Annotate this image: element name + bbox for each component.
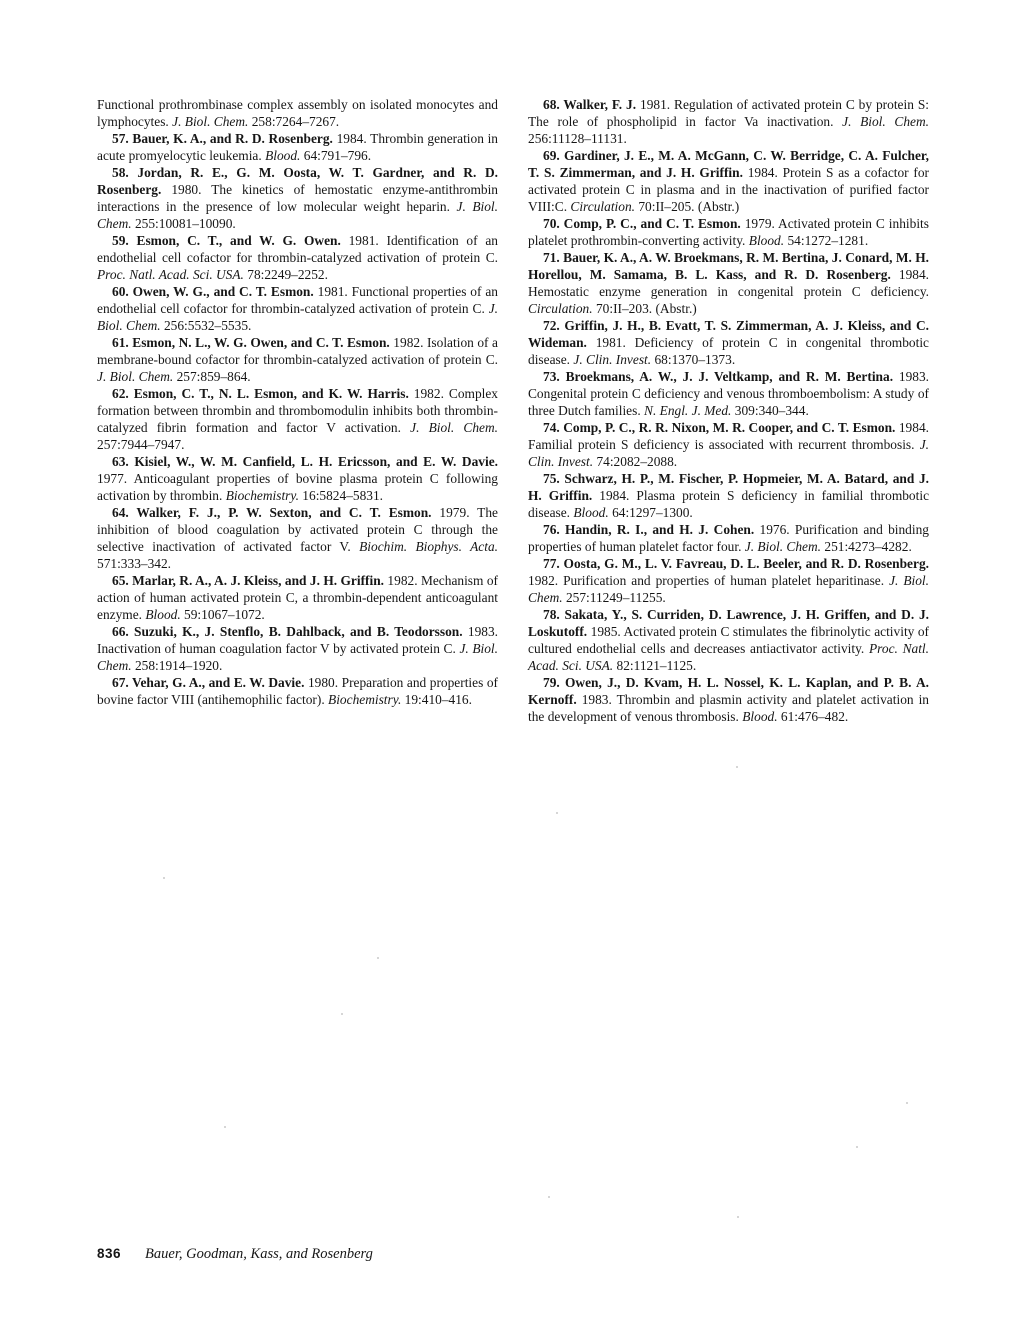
references-section: [97, 96, 930, 725]
scan-speck: [377, 957, 379, 959]
reference-entry: 77. Oosta, G. M., L. V. Favreau, D. L. Beeler, and R. D. Rosenberg. 1982. Purification and properties of human platelet heparitinase. J. Biol. Chem. 257:11249–11255.: [528, 556, 929, 605]
reference-entry: 68. Walker, F. J. 1981. Regulation of activated protein C by protein S: The role of phospholipid in factor Va inactivation. J. Biol. Chem. 256:11128–11131.: [528, 97, 929, 146]
reference-entry: 78. Sakata, Y., S. Curriden, D. Lawrence, J. H. Griffen, and D. J. Loskutoff. 1985. Activated protein C stimulates the fibrinolytic activity of cultured endothelial cells and decreases antiactivator activity. Proc. Natl. Acad. Sci. USA. 82:1121–1125.: [528, 607, 929, 673]
reference-entry: 61. Esmon, N. L., W. G. Owen, and C. T. Esmon. 1982. Isolation of a membrane-bound cofactor for thrombin-catalyzed activation of protein C. J. Biol. Chem. 257:859–864.: [97, 335, 498, 384]
scan-speck: [856, 1146, 858, 1148]
reference-entry: Functional prothrombinase complex assembly on isolated monocytes and lymphocytes. J. Biol. Chem. 258:7264–7267.: [97, 97, 498, 129]
scan-speck: [906, 1102, 908, 1104]
reference-entry: 66. Suzuki, K., J. Stenflo, B. Dahlback, and B. Teodorsson. 1983. Inactivation of human coagulation factor V by activated protein C. J. Biol. Chem. 258:1914–1920.: [97, 624, 499, 673]
scan-speck: [556, 812, 558, 814]
reference-entry: 74. Comp, P. C., R. R. Nixon, M. R. Cooper, and C. T. Esmon. 1984. Familial protein S deficiency is associated with recurrent thrombosis. J. Clin. Invest. 74:2082–2088.: [528, 420, 929, 469]
scan-speck: [737, 1216, 739, 1218]
reference-entry: 57. Bauer, K. A., and R. D. Rosenberg. 1984. Thrombin generation in acute promyelocytic leukemia. Blood. 64:791–796.: [97, 131, 498, 163]
reference-entry: 63. Kisiel, W., W. M. Canfield, L. H. Ericsson, and E. W. Davie. 1977. Anticoagulant properties of bovine plasma protein C following activation by thrombin. Biochemistry. 16:5824–5831.: [97, 454, 498, 503]
scan-speck: [736, 766, 738, 768]
scan-speck: [163, 877, 165, 879]
left-column: [97, 96, 498, 725]
scan-speck: [341, 1013, 343, 1015]
reference-entry: 71. Bauer, K. A., A. W. Broekmans, R. M. Bertina, J. Conard, M. H. Horellou, M. Samama, B. L. Kass, and R. D. Rosenberg. 1984. Hemostatic enzyme generation in congenital protein C deficiency. Circulation. 70:II–203. (Abstr.): [528, 250, 929, 316]
reference-entry: 58. Jordan, R. E., G. M. Oosta, W. T. Gardner, and R. D. Rosenberg. 1980. The kinetics of hemostatic enzyme-antithrombin interactions in the presence of low molecular weight heparin. J. Biol. Chem. 255:10081–10090.: [97, 165, 498, 231]
reference-entry: 59. Esmon, C. T., and W. G. Owen. 1981. Identification of an endothelial cell cofactor for thrombin-catalyzed activation of protein C. Proc. Natl. Acad. Sci. USA. 78:2249–2252.: [97, 233, 498, 282]
reference-entry: 72. Griffin, J. H., B. Evatt, T. S. Zimmerman, A. J. Kleiss, and C. Wideman. 1981. Deficiency of protein C in congenital thrombotic disease. J. Clin. Invest. 68:1370–1373.: [528, 318, 929, 367]
reference-entry: 75. Schwarz, H. P., M. Fischer, P. Hopmeier, M. A. Batard, and J. H. Griffin. 1984. Plasma protein S deficiency in familial thrombotic disease. Blood. 64:1297–1300.: [528, 471, 930, 520]
reference-entry: 62. Esmon, C. T., N. L. Esmon, and K. W. Harris. 1982. Complex formation between thrombin and thrombomodulin inhibits both thrombin-catalyzed fibrin formation and factor V activation. J. Biol. Chem. 257:7944–7947.: [97, 386, 498, 452]
scan-speck: [548, 1196, 550, 1198]
scan-speck: [224, 1126, 226, 1128]
running-title: Bauer, Goodman, Kass, and Rosenberg: [145, 1246, 373, 1262]
reference-entry: 73. Broekmans, A. W., J. J. Veltkamp, and R. M. Bertina. 1983. Congenital protein C deficiency and venous thromboembolism: A study of three Dutch families. N. Engl. J. Med. 309:340–344.: [528, 369, 930, 418]
reference-entry: 69. Gardiner, J. E., M. A. McGann, C. W. Berridge, C. A. Fulcher, T. S. Zimmerman, and J. H. Griffin. 1984. Protein S as a cofactor for activated protein C in plasma and in the inactivation of purified factor VIII:C. Circulation. 70:II–205. (Abstr.): [528, 148, 929, 214]
reference-entry: 60. Owen, W. G., and C. T. Esmon. 1981. Functional properties of an endothelial cell cofactor for thrombin-catalyzed activation of protein C. J. Biol. Chem. 256:5532–5535.: [97, 284, 499, 333]
right-column: [528, 96, 929, 725]
reference-entry: 76. Handin, R. I., and H. J. Cohen. 1976. Purification and binding properties of human platelet factor four. J. Biol. Chem. 251:4273–4282.: [528, 522, 929, 554]
reference-entry: 64. Walker, F. J., P. W. Sexton, and C. T. Esmon. 1979. The inhibition of blood coagulation by activated protein C through the selective inactivation of activated factor V. Biochim. Biophys. Acta. 571:333–342.: [97, 505, 498, 571]
reference-entry: 79. Owen, J., D. Kvam, H. L. Nossel, K. L. Kaplan, and P. B. A. Kernoff. 1983. Thrombin and plasmin activity and platelet activation in the development of venous thrombosis. Blood. 61:476–482.: [528, 675, 929, 724]
page-number: 836: [97, 1246, 122, 1261]
reference-entry: 70. Comp, P. C., and C. T. Esmon. 1979. Activated protein C inhibits platelet prothrombin-converting activity. Blood. 54:1272–1281.: [528, 216, 929, 248]
reference-entry: 65. Marlar, R. A., A. J. Kleiss, and J. H. Griffin. 1982. Mechanism of action of human activated protein C, a thrombin-dependent anticoagulant enzyme. Blood. 59:1067–1072.: [97, 573, 498, 622]
page-footer: [97, 1246, 373, 1263]
reference-entry: 67. Vehar, G. A., and E. W. Davie. 1980. Preparation and properties of bovine factor VIII (antihemophilic factor). Biochemistry. 19:410–416.: [97, 675, 498, 707]
